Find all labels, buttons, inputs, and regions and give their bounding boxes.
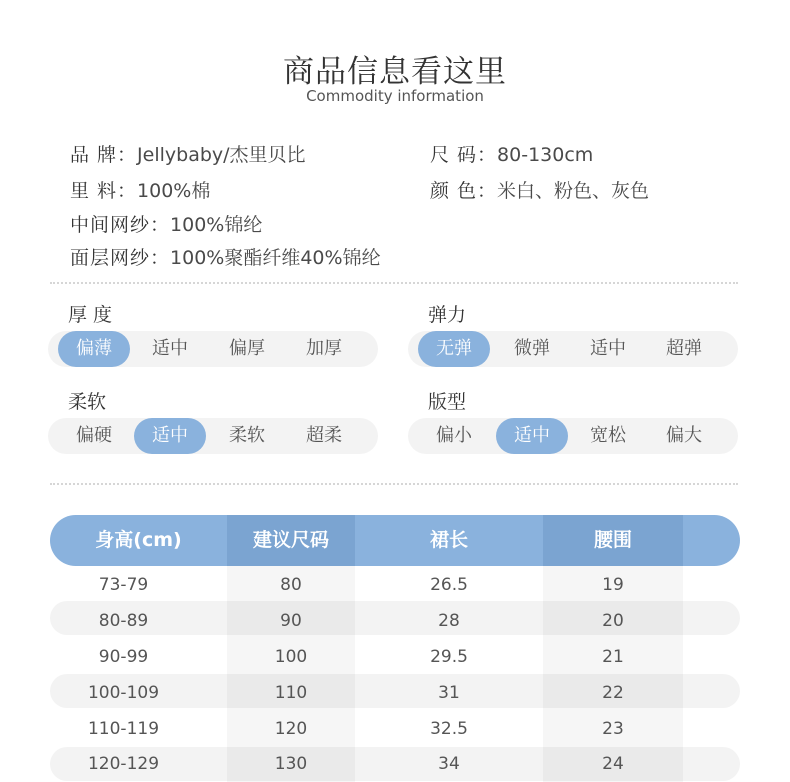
cell-waist: 19 — [602, 575, 624, 595]
info-label: 里 料： — [70, 180, 138, 202]
cell-waist: 22 — [602, 683, 624, 703]
fit-option[interactable]: 宽松 — [590, 425, 626, 446]
cell-size: 110 — [274, 683, 308, 703]
fit-option[interactable]: 偏大 — [666, 425, 702, 446]
info-value: 100%聚酯纤维40%锦纶 — [170, 247, 381, 269]
elasticity-option[interactable]: 适中 — [590, 338, 626, 359]
page-subtitle: Commodity information — [306, 87, 484, 105]
cell-height: 90-99 — [98, 647, 149, 667]
cell-height: 73-79 — [98, 575, 149, 595]
thickness-label: 厚 度 — [68, 304, 113, 326]
info-lining — [70, 176, 210, 203]
header-waist: 腰围 — [593, 529, 632, 551]
thickness-option[interactable]: 偏薄 — [58, 331, 130, 367]
page-title: 商品信息看这里 — [283, 54, 507, 90]
softness-option[interactable]: 偏硬 — [76, 425, 112, 446]
divider — [50, 282, 738, 284]
info-label: 尺 码： — [430, 144, 498, 166]
header-height: 身高(cm) — [95, 529, 182, 551]
elasticity-selector — [408, 331, 738, 367]
info-size — [430, 140, 593, 167]
fit-label: 版型 — [428, 391, 467, 413]
cell-waist: 20 — [602, 611, 624, 631]
cell-length: 28 — [438, 611, 460, 631]
thickness-option[interactable]: 偏厚 — [229, 338, 265, 359]
elasticity-option[interactable]: 无弹 — [418, 331, 490, 367]
header-length: 裙长 — [429, 529, 468, 551]
info-value: Jellybaby/杰里贝比 — [137, 144, 306, 166]
fit-selector — [408, 418, 738, 454]
cell-size: 80 — [280, 575, 302, 595]
elasticity-option[interactable]: 超弹 — [666, 338, 702, 359]
cell-waist: 24 — [602, 754, 624, 774]
info-mid-mesh — [70, 210, 262, 237]
info-value: 100%锦纶 — [170, 214, 263, 236]
cell-size: 100 — [274, 647, 308, 667]
header-size: 建议尺码 — [252, 529, 329, 551]
cell-height: 120-129 — [87, 754, 160, 774]
softness-selector — [48, 418, 378, 454]
elasticity-option[interactable]: 微弹 — [514, 338, 550, 359]
size-table — [50, 515, 740, 782]
cell-length: 26.5 — [430, 575, 468, 595]
info-label: 颜 色： — [430, 180, 498, 202]
softness-label: 柔软 — [68, 391, 107, 413]
cell-height: 80-89 — [98, 611, 149, 631]
cell-length: 32.5 — [430, 719, 468, 739]
thickness-option[interactable]: 加厚 — [306, 338, 342, 359]
info-label: 品 牌： — [70, 144, 138, 166]
softness-option[interactable]: 柔软 — [229, 425, 265, 446]
softness-option[interactable]: 超柔 — [306, 425, 342, 446]
info-value: 100%棉 — [137, 180, 211, 202]
info-label: 中间网纱： — [70, 214, 171, 236]
info-top-mesh — [70, 243, 381, 270]
cell-height: 100-109 — [87, 683, 160, 703]
softness-option[interactable]: 适中 — [134, 418, 206, 454]
info-brand — [70, 140, 306, 167]
cell-length: 34 — [438, 754, 460, 774]
elasticity-label: 弹力 — [428, 304, 467, 326]
divider — [50, 483, 738, 485]
thickness-option[interactable]: 适中 — [152, 338, 188, 359]
info-label: 面层网纱： — [70, 247, 171, 269]
cell-size: 130 — [274, 754, 308, 774]
cell-waist: 23 — [602, 719, 624, 739]
info-color — [430, 176, 649, 203]
thickness-selector — [48, 331, 378, 367]
cell-height: 110-119 — [87, 719, 160, 739]
cell-size: 90 — [280, 611, 302, 631]
cell-size: 120 — [274, 719, 308, 739]
info-value: 米白、粉色、灰色 — [497, 180, 650, 202]
cell-length: 31 — [438, 683, 460, 703]
cell-length: 29.5 — [430, 647, 468, 667]
fit-option[interactable]: 适中 — [496, 418, 568, 454]
fit-option[interactable]: 偏小 — [436, 425, 472, 446]
info-value: 80-130cm — [497, 144, 594, 166]
cell-waist: 21 — [602, 647, 624, 667]
